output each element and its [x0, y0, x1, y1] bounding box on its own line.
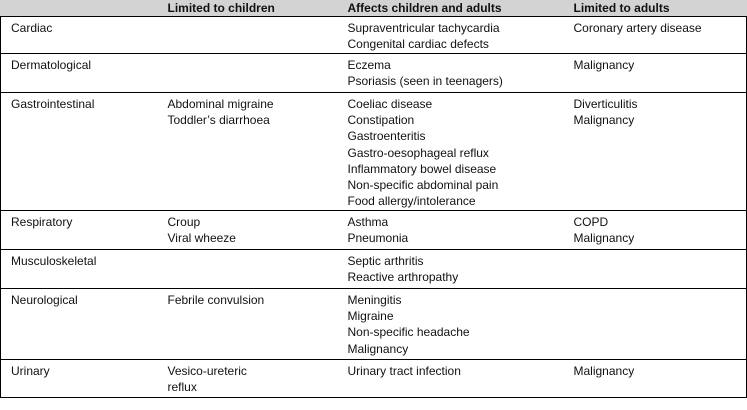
condition-item: COPD	[573, 215, 609, 229]
condition-item: Coeliac disease	[347, 97, 433, 111]
header-row	[1, 0, 747, 17]
table-row	[1, 250, 747, 289]
condition-item: Asthma	[347, 215, 389, 229]
table-header	[1, 0, 747, 17]
condition-item: Non-specific abdominal pain	[347, 178, 499, 193]
both-cell	[338, 360, 564, 398]
condition-item: Pneumonia	[347, 231, 409, 246]
condition-item: Toddler’s diarrhoea	[167, 113, 270, 128]
condition-item: Food allergy/intolerance	[347, 194, 476, 209]
condition-item: Malignancy	[573, 364, 635, 378]
condition-item: Septic arthritis	[347, 254, 424, 268]
condition-item: Malignancy	[347, 341, 409, 356]
adults-cell	[564, 360, 747, 398]
table-row	[1, 54, 747, 93]
system-label: Neurological	[11, 293, 78, 307]
system-cell	[1, 250, 158, 289]
children-cell	[158, 360, 338, 398]
children-cell	[158, 93, 338, 211]
condition-item: Coronary artery disease	[573, 21, 702, 35]
system-cell	[1, 93, 158, 211]
header-limited-adults: Limited to adults	[564, 0, 747, 17]
header-limited-children: Limited to children	[158, 0, 338, 17]
table-body	[1, 17, 747, 398]
both-cell	[338, 211, 564, 250]
system-label: Musculoskeletal	[11, 254, 97, 268]
condition-item: Meningitis	[347, 293, 402, 307]
condition-item: Inflammatory bowel disease	[347, 161, 497, 176]
condition-item: Croup	[167, 215, 201, 229]
system-label: Cardiac	[11, 21, 53, 35]
both-cell	[338, 93, 564, 211]
children-cell	[158, 250, 338, 289]
condition-item: Vesico-ureteric	[167, 364, 247, 378]
system-cell	[1, 54, 158, 93]
system-label: Urinary	[11, 364, 50, 378]
condition-item: Congenital cardiac defects	[347, 37, 489, 52]
system-cell	[1, 289, 158, 360]
system-cell	[1, 211, 158, 250]
adults-cell	[564, 17, 747, 54]
condition-item: Eczema	[347, 58, 391, 72]
header-system	[1, 0, 158, 17]
condition-item: Gastroenteritis	[347, 129, 426, 144]
system-label: Gastrointestinal	[11, 97, 95, 111]
table-row	[1, 360, 747, 398]
adults-cell	[564, 93, 747, 211]
condition-item: Migraine	[347, 309, 394, 324]
condition-item: Febrile convulsion	[167, 293, 265, 307]
adults-cell	[564, 54, 747, 93]
condition-item: Supraventricular tachycardia	[347, 21, 500, 35]
system-cell	[1, 17, 158, 54]
adults-cell	[564, 289, 747, 360]
condition-item: Reactive arthropathy	[347, 270, 459, 285]
both-cell	[338, 250, 564, 289]
header-children-and-adults: Affects children and adults	[338, 0, 564, 17]
children-cell	[158, 289, 338, 360]
condition-item: Malignancy	[573, 113, 635, 128]
condition-item: Malignancy	[573, 58, 635, 72]
condition-item: Constipation	[347, 113, 415, 128]
condition-item: Malignancy	[573, 231, 635, 246]
both-cell	[338, 54, 564, 93]
condition-item: Gastro-oesophageal reflux	[347, 145, 489, 160]
condition-item: Viral wheeze	[167, 231, 236, 246]
children-cell	[158, 17, 338, 54]
condition-item: Abdominal migraine	[167, 97, 274, 111]
both-cell	[338, 289, 564, 360]
condition-item: Urinary tract infection	[347, 364, 461, 378]
system-label: Respiratory	[11, 215, 73, 229]
condition-item: Diverticulitis	[573, 97, 638, 111]
children-cell	[158, 54, 338, 93]
condition-item: Psoriasis (seen in teenagers)	[347, 74, 503, 89]
table-row	[1, 17, 747, 54]
table-row	[1, 289, 747, 360]
adults-cell	[564, 250, 747, 289]
table-row	[1, 211, 747, 250]
children-cell	[158, 211, 338, 250]
system-label: Dermatological	[11, 58, 92, 72]
condition-item: Non-specific headache	[347, 325, 470, 340]
system-cell	[1, 360, 158, 398]
adults-cell	[564, 211, 747, 250]
condition-item: reflux	[167, 380, 197, 395]
table-row	[1, 93, 747, 211]
both-cell	[338, 17, 564, 54]
